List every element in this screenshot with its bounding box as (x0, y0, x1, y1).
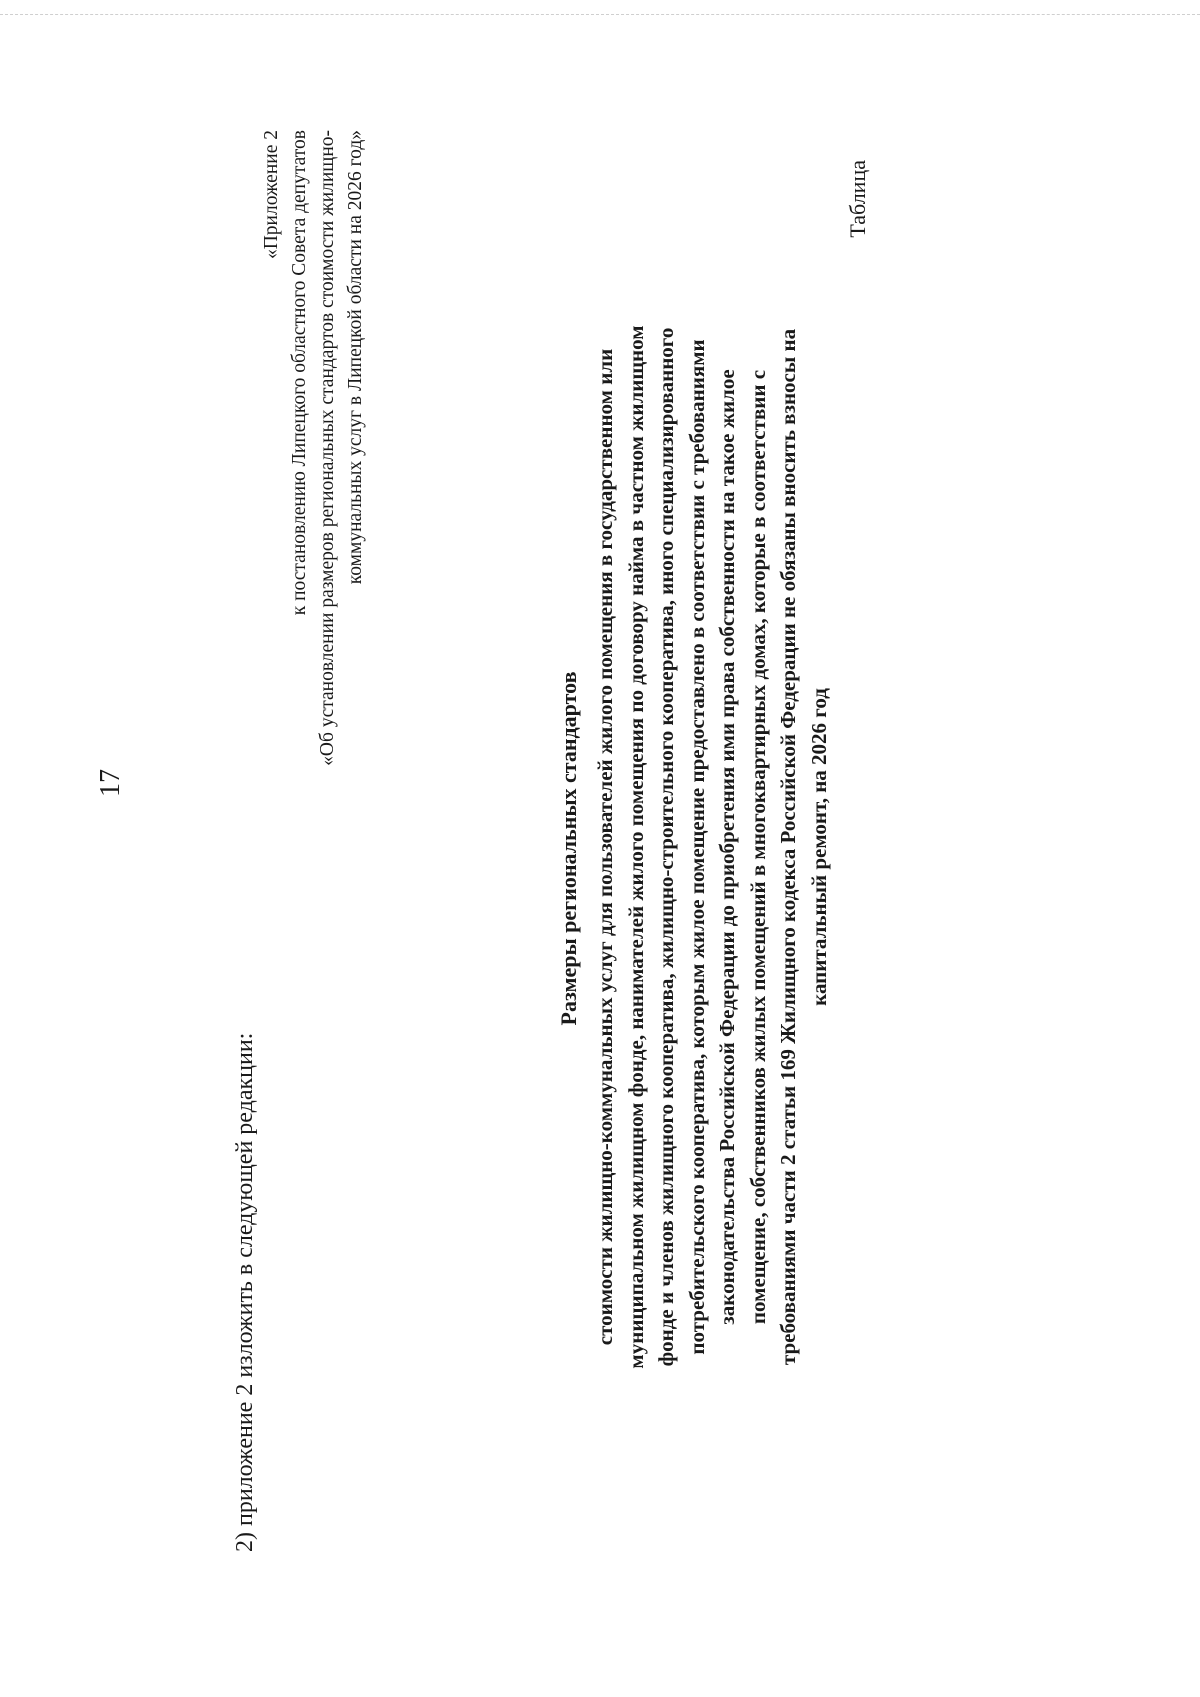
appendix-line: «Об установлении размеров региональных стандартов стоимости жилищно- (317, 130, 338, 766)
intro-line: 2) приложение 2 изложить в следующей редакции: (232, 1032, 258, 1552)
subtitle-line: капитальный ремонт, на 2026 год (806, 688, 831, 1006)
subtitle-line: требованиями части 2 статьи 169 Жилищного кодекса Российской Федерации не обязаны вносить взносы на (776, 328, 800, 1366)
subtitle-line: законодательства Российской Федерации до приобретения ими права собственности на такое жилое (715, 369, 739, 1325)
subtitle-line: потребительского кооператива, которым жилое помещение предоставлено в соответствии с требованиями (684, 339, 709, 1355)
subtitle-line: муниципальном жилищном фонде, нанимателей жилого помещения по договору найма в частном жилищном (623, 325, 648, 1369)
subtitle-line: фонде и членов жилищного кооператива, жилищно-строительного кооператива, иного специализированного (654, 327, 678, 1367)
appendix-header (258, 130, 370, 1130)
appendix-line: коммунальных услуг в Липецкой области на 2026 год» (345, 130, 366, 585)
subtitle-line: стоимости жилищно-коммунальных услуг для пользователей жилого помещения в государственном или (593, 348, 617, 1346)
table-label: Таблица (845, 160, 870, 238)
document-subtitle (590, 147, 834, 1547)
page-number: 17 (95, 769, 126, 797)
document-title: Размеры региональных стандартов (556, 671, 581, 1026)
appendix-line: «Приложение 2 (261, 130, 282, 260)
subtitle-line: помещение, собственников жилых помещений в многоквартирных домах, которые в соответствии с (745, 369, 770, 1325)
appendix-line: к постановлению Липецкого областного Совета депутатов (289, 130, 310, 616)
